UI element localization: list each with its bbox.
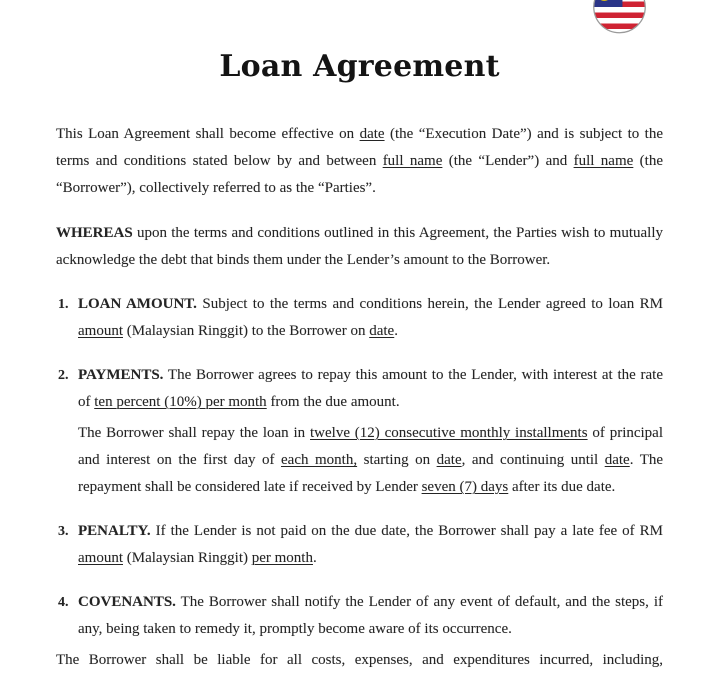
text-run: .: [312, 550, 317, 566]
malaysia-flag-svg: [592, 0, 647, 35]
fill-in-blank: date: [436, 452, 462, 468]
malaysia-flag-icon: [592, 0, 647, 35]
text-run: LOAN AMOUNT.: [78, 296, 197, 312]
text-run: from the due amount.: [266, 394, 400, 410]
section-paragraphs: [56, 589, 663, 673]
section-number: 4.: [58, 595, 69, 610]
agreement-sections: [56, 291, 663, 673]
section-paragraph: [78, 420, 663, 501]
fill-in-blank: twelve (12) consecutive monthly installments: [310, 425, 588, 441]
document-title: Loan Agreement: [219, 49, 500, 84]
fill-in-blank: full name: [573, 153, 634, 169]
agreement-section: [56, 589, 663, 673]
fill-in-blank: amount: [78, 323, 123, 339]
text-run: PENALTY.: [78, 523, 151, 539]
text-run: If the Lender is not paid on the due date, the Borrower shall pay a late fee of RM: [150, 523, 663, 539]
section-paragraph: [78, 589, 663, 643]
section-paragraph: [78, 518, 663, 572]
text-run: WHEREAS: [56, 225, 133, 241]
text-run: starting on: [357, 452, 437, 468]
fill-in-blank: amount: [78, 550, 123, 566]
text-run: COVENANTS.: [78, 594, 176, 610]
text-run: of principal and interest on the first day of: [78, 425, 664, 468]
text-run: (Malaysian Ringgit) to the Borrower on: [123, 323, 370, 339]
text-run: upon the terms and conditions outlined in this Agreement, the Parties wish to mutually acknowledge the debt that binds them under the Lender’s amount to the Borrower.: [56, 225, 663, 268]
flag-stripe-red: [592, 13, 647, 18]
flag-canton: [592, 0, 622, 7]
section-paragraphs: [78, 291, 663, 345]
section-paragraphs: [78, 518, 663, 572]
fill-in-blank: per month: [251, 550, 313, 566]
agreement-section: [56, 291, 663, 345]
text-run: (Malaysian Ringgit): [123, 550, 252, 566]
fill-in-blank: ten percent (10%) per month: [94, 394, 267, 410]
text-run: The Borrower agrees to repay this amount to the Lender, with interest at the rate of: [78, 367, 663, 410]
fill-in-blank: date: [369, 323, 395, 339]
document-header: [56, 0, 663, 88]
text-run: The Borrower shall notify the Lender of any event of default, and the steps, if any, being taken to remedy it, promptly become aware of its occurrence.: [78, 594, 663, 637]
text-run: Subject to the terms and conditions herein, the Lender agreed to loan RM: [196, 296, 663, 312]
text-run: (the “Borrower”), collectively referred to as the “Parties”.: [56, 153, 663, 196]
text-run: The Borrower shall be liable for all costs, expenses, and expenditures incurred, including,: [56, 652, 663, 668]
text-run: (the “Lender”) and: [442, 153, 574, 169]
text-run: . The repayment shall be considered late if received by Lender: [78, 452, 664, 495]
section-paragraph: [56, 647, 663, 673]
fill-in-blank: date: [604, 452, 630, 468]
section-number: 3.: [58, 524, 69, 539]
fill-in-blank: each month,: [281, 452, 358, 468]
text-run: (the “Execution Date”) and is subject to the terms and conditions stated below by and between: [56, 126, 663, 169]
text-run: The Borrower shall repay the loan in: [78, 425, 310, 441]
intro-paragraph: [56, 121, 663, 202]
text-run: .: [394, 323, 398, 339]
text-run: This Loan Agreement shall become effective on: [56, 126, 360, 142]
section-number: 1.: [58, 297, 69, 312]
whereas-paragraph: [56, 220, 663, 274]
agreement-section: [56, 518, 663, 572]
section-paragraph: [78, 362, 663, 416]
agreement-section: [56, 362, 663, 501]
fill-in-blank: full name: [382, 153, 443, 169]
text-run: , and continuing until: [461, 452, 605, 468]
text-run: PAYMENTS.: [78, 367, 164, 383]
fill-in-blank: date: [359, 126, 385, 142]
section-paragraph: [78, 291, 663, 345]
text-run: after its due date.: [508, 479, 616, 495]
section-number: 2.: [58, 368, 69, 383]
fill-in-blank: seven (7) days: [421, 479, 509, 495]
section-paragraphs: [78, 362, 663, 501]
